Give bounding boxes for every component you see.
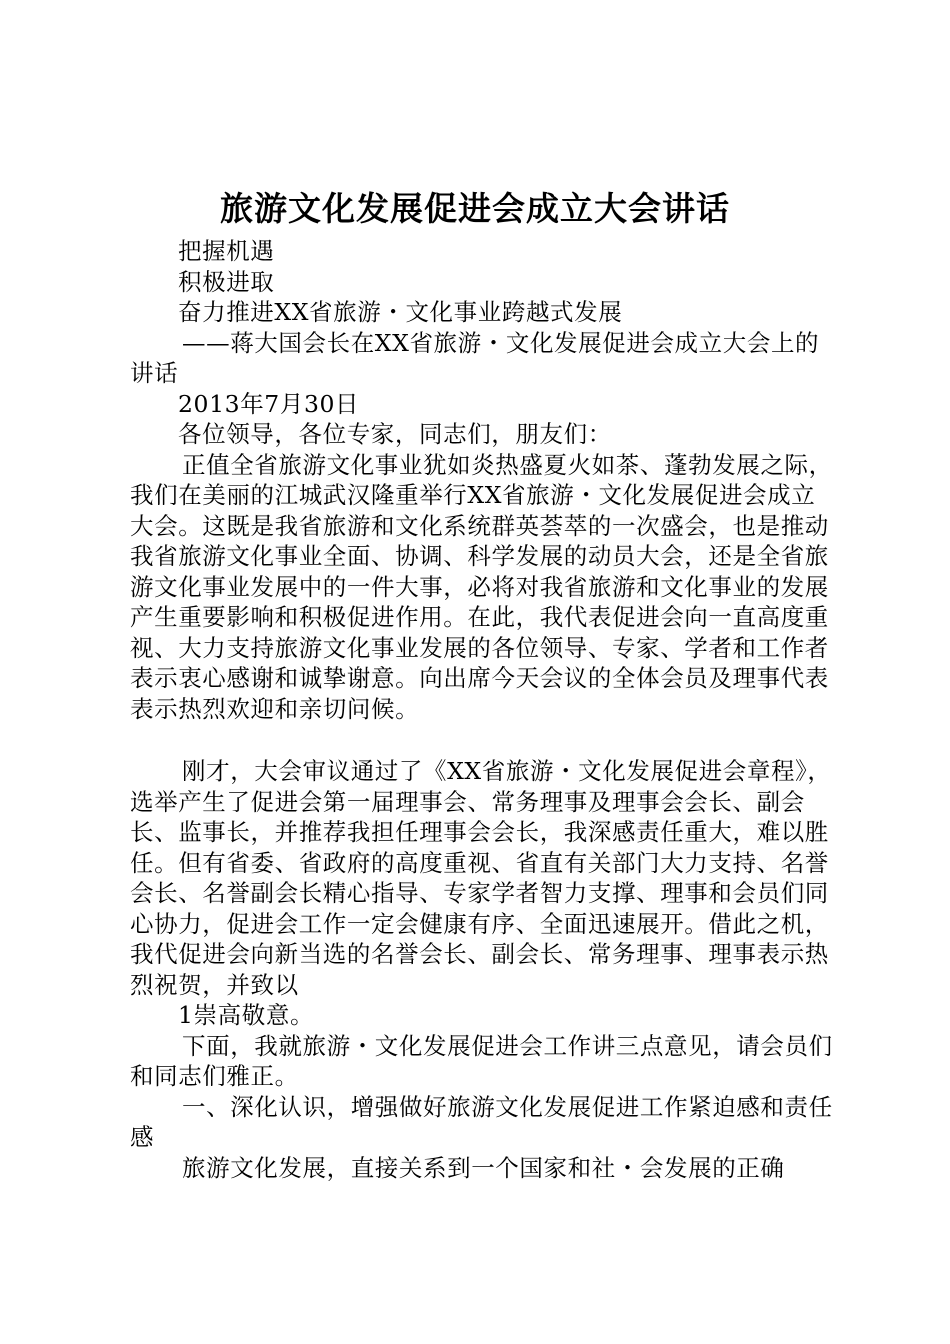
paragraph-3: 1崇高敬意。 bbox=[178, 1001, 315, 1029]
subtitle-line-3: 奋力推进XX省旅游・文化事业跨越式发展 bbox=[178, 298, 623, 326]
subtitle-line-2: 积极进取 bbox=[178, 267, 275, 296]
subtitle-line-1: 把握机遇 bbox=[178, 237, 275, 265]
section-heading-1: 一、深化认识，增强做好旅游文化发展促进工作紧迫感和责任感 bbox=[130, 1092, 833, 1151]
paragraph-5: 旅游文化发展，直接关系到一个国家和社・会发展的正确 bbox=[182, 1153, 785, 1182]
paragraph-gap bbox=[130, 724, 835, 756]
salutation: 各位领导，各位专家，同志们，朋友们： bbox=[178, 420, 612, 448]
document-title: 旅游文化发展促进会成立大会讲话 bbox=[220, 189, 730, 228]
paragraph-2: 刚才，大会审议通过了《XX省旅游・文化发展促进会章程》，选举产生了促进会第一届理事会、常务理事及理事会会长、副会长、监事长，并推荐我担任理事会会长，我深感责任重大，难以胜任。但有省委、省政府的高度重视、省直有关部门大力支持、名誉会长、名誉副会长精心指导、专家学者智力支撑、理事和会员们同心协力，促进会工作一定会健康有序、全面迅速展开。借此之机，我代促进会向新当选的名誉会长、副会长、常务理事、理事表示热烈祝贺，并致以 bbox=[130, 757, 832, 999]
speech-date: 2013年7月30日 bbox=[178, 389, 360, 418]
document-body bbox=[130, 236, 835, 1183]
paragraph-4: 下面，我就旅游・文化发展促进会工作讲三点意见，请会员们和同志们雅正。 bbox=[130, 1031, 833, 1090]
speaker-line: ——蒋大国会长在XX省旅游・文化发展促进会成立大会上的讲话 bbox=[130, 328, 820, 387]
paragraph-1: 正值全省旅游文化事业犹如炎热盛夏火如茶、蓬勃发展之际，我们在美丽的江城武汉隆重举行XX省旅游・文化发展促进会成立大会。这既是我省旅游和文化系统群英荟萃的一次盛会，也是推动我省旅游文化事业全面、协调、科学发展的动员大会，还是全省旅游文化事业发展中的一件大事，必将对我省旅游和文化事业的发展产生重要影响和积极促进作用。在此，我代表促进会向一直高度重视、大力支持旅游文化事业发展的各位领导、专家、学者和工作者表示衷心感谢和诚挚谢意。向出席今天会议的全体会员及理事代表表示热烈欢迎和亲切问候。 bbox=[130, 450, 833, 723]
